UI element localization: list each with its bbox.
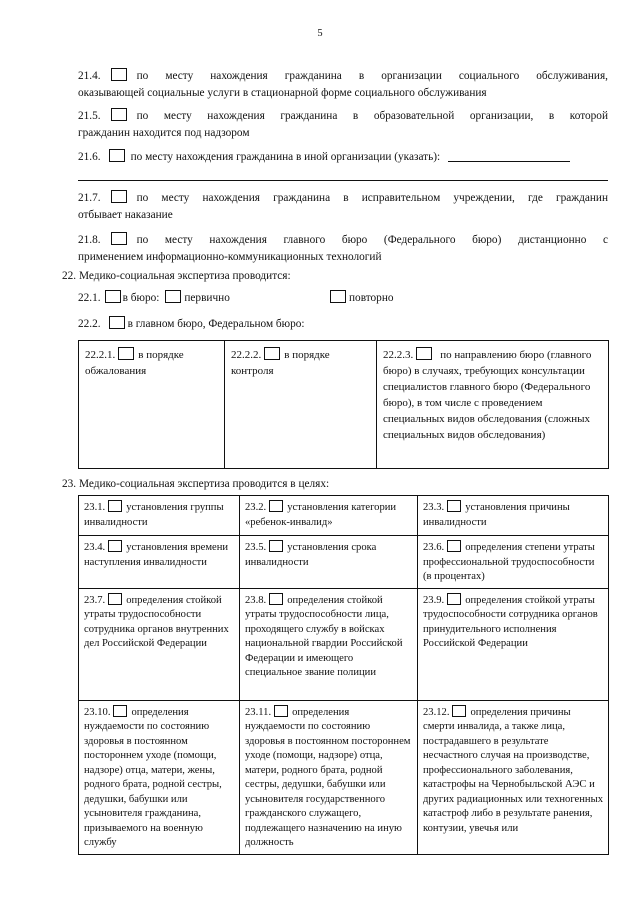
checkbox-23-1[interactable] xyxy=(108,500,122,512)
cell-text-b: утраты трудоспособности лица, проходящего службу в войсках национальной гвардии Российской Федерации и имеющего специальное звание полиции xyxy=(245,609,403,678)
item-text: в бюро: xyxy=(122,292,160,304)
checkbox-23-3[interactable] xyxy=(447,500,461,512)
table-23 xyxy=(78,495,609,855)
checkbox-21-6[interactable] xyxy=(109,149,125,162)
cell-text-a: по направлению бюро xyxy=(440,349,545,361)
item-text-line1: по месту нахождения гражданина в исправительном учреждении, где гражданин xyxy=(136,192,608,204)
item-text-line2: гражданин находится под надзором xyxy=(78,126,250,139)
cell-number: 22.2.3. xyxy=(383,349,414,361)
checkbox-repeat[interactable] xyxy=(330,290,346,303)
item-number: 21.7. xyxy=(78,192,101,204)
cell-text-b: времени наступления инвалидности xyxy=(84,542,229,568)
cell-number: 22.2.2. xyxy=(231,349,262,361)
cell-text-a: установления xyxy=(126,542,188,553)
checkbox-21-5[interactable] xyxy=(111,108,127,121)
cell-text-a: установления xyxy=(287,502,349,513)
cell-text-b: инвалидности xyxy=(245,556,309,568)
item-number: 21.4. xyxy=(78,70,101,82)
cell-23-2 xyxy=(240,496,418,536)
cell-23-12 xyxy=(418,700,609,854)
cell-text-b: утраты трудоспособности сотрудника органов принудительного исполнения Российской Федерации xyxy=(423,594,598,649)
cell-text-b: инвалидности xyxy=(423,516,487,528)
cell-23-10 xyxy=(79,700,240,854)
checkbox-22-2-1[interactable] xyxy=(118,347,134,360)
cell-text-a: установления причины xyxy=(465,502,570,513)
cell-text-b: нуждаемости по состоянию здоровья в постоянном постороннем уходе (помощи, надзоре) отца, матери, жены, родного брата, родной сестры, дедушки, бабушки или усыновителя гражданина, призываемого на военную службу xyxy=(84,721,222,848)
section-23-title: 23. Медико-социальная экспертиза проводится в целях: xyxy=(62,478,330,490)
cell-number: 23.7. xyxy=(84,594,106,606)
cell-number: 23.4. xyxy=(84,542,106,553)
item-text-line2: оказывающей социальные услуги в стационарной форме социального обслуживания xyxy=(78,86,487,99)
item-21-6 xyxy=(78,149,608,166)
page-number: 5 xyxy=(317,28,323,39)
option-repeat xyxy=(330,290,394,306)
cell-text-b: контроля xyxy=(231,365,274,377)
cell-text-a: установления xyxy=(126,502,188,513)
cell-number: 23.5. xyxy=(245,542,267,553)
checkbox-23-8[interactable] xyxy=(269,593,283,605)
cell-text-a: определения степени xyxy=(465,542,561,553)
cell-text-b: (главного бюро) в случаях, требующих консультации специалистов главного бюро (Федерального бюро), в том числе с проведением специальных видов обследования (сложных специальных видов обследования) xyxy=(383,349,592,441)
cell-number: 23.3. xyxy=(423,502,445,513)
checkbox-23-5[interactable] xyxy=(269,540,283,552)
cell-text-b: обжалования xyxy=(85,365,147,377)
cell-22-2-1 xyxy=(79,341,225,469)
item-number: 22.1. xyxy=(78,292,101,304)
cell-text-a: определения xyxy=(292,706,350,718)
checkbox-21-4[interactable] xyxy=(111,68,127,81)
option-primary-label: первично xyxy=(184,292,230,304)
cell-23-1 xyxy=(79,496,240,536)
cell-23-5 xyxy=(240,536,418,589)
cell-text-a: определения xyxy=(126,594,184,606)
cell-text-b: стойкой утраты трудоспособности сотрудника органов внутренних дел Российской Федерации xyxy=(84,594,229,649)
cell-text-b: утраты профессиональной трудоспособности (в процентах) xyxy=(423,542,595,582)
cell-23-6 xyxy=(418,536,609,589)
checkbox-23-10[interactable] xyxy=(113,705,127,717)
cell-text-b: смерти инвалида, а также лица, пострадавшего в результате несчастного случая на производстве, профессионального заболевания, катастрофы на Чернобыльской АЭС и других радиационных или техногенных катастроф либо в результате ранения, контузии, увечья или xyxy=(423,721,603,834)
cell-number: 23.12. xyxy=(423,706,450,718)
cell-number: 23.6. xyxy=(423,542,445,553)
checkbox-21-8[interactable] xyxy=(111,232,127,245)
checkbox-23-6[interactable] xyxy=(447,540,461,552)
cell-text-a: определения стойкой xyxy=(465,594,561,606)
item-22-2 xyxy=(78,316,305,332)
item-number: 22.2. xyxy=(78,318,101,330)
item-text-line1: по месту нахождения главного бюро (Федерального бюро) дистанционно с xyxy=(136,234,608,246)
cell-number: 23.11. xyxy=(245,706,272,718)
cell-text-a: определения xyxy=(131,706,189,718)
item-number: 21.5. xyxy=(78,110,101,122)
section-22-title: 22. Медико-социальная экспертиза проводится: xyxy=(62,270,291,282)
item-21-5 xyxy=(78,108,608,141)
cell-text-a: установления срока xyxy=(287,542,377,553)
other-organization-field[interactable] xyxy=(448,149,570,162)
cell-text-a: определения стойкой xyxy=(287,594,383,606)
cell-number: 23.9. xyxy=(423,594,445,606)
item-text-line1: по месту нахождения гражданина в организации социального обслуживания, xyxy=(136,70,608,82)
checkbox-23-4[interactable] xyxy=(108,540,122,552)
checkbox-23-9[interactable] xyxy=(447,593,461,605)
item-text-line1: по месту нахождения гражданина в образовательной организации, в которой xyxy=(136,110,608,122)
item-number: 21.6. xyxy=(78,151,101,163)
cell-23-4 xyxy=(79,536,240,589)
item-21-7 xyxy=(78,190,608,223)
checkbox-23-11[interactable] xyxy=(274,705,288,717)
cell-22-2-2 xyxy=(225,341,377,469)
cell-23-8 xyxy=(240,588,418,700)
cell-23-9 xyxy=(418,588,609,700)
cell-23-11 xyxy=(240,700,418,854)
cell-23-7 xyxy=(79,588,240,700)
cell-number: 23.8. xyxy=(245,594,267,606)
checkbox-22-2-2[interactable] xyxy=(264,347,280,360)
checkbox-22-2-3[interactable] xyxy=(416,347,432,360)
item-22-1 xyxy=(78,290,230,306)
table-22 xyxy=(78,340,609,469)
item-21-8 xyxy=(78,232,608,265)
item-text: в главном бюро, Федеральном бюро: xyxy=(127,318,305,330)
cell-number: 22.2.1. xyxy=(85,349,116,361)
cell-number: 23.10. xyxy=(84,706,111,718)
checkbox-21-7[interactable] xyxy=(111,190,127,203)
cell-22-2-3 xyxy=(377,341,609,469)
checkbox-22-1[interactable] xyxy=(105,290,121,303)
fill-in-line[interactable] xyxy=(78,180,608,181)
item-21-4 xyxy=(78,68,608,101)
item-number: 21.8. xyxy=(78,234,101,246)
checkbox-23-12[interactable] xyxy=(452,705,466,717)
checkbox-22-2[interactable] xyxy=(109,316,125,329)
option-repeat-label: повторно xyxy=(349,292,394,304)
checkbox-primary[interactable] xyxy=(165,290,181,303)
cell-number: 23.1. xyxy=(84,502,106,513)
cell-text-a: определения причины xyxy=(470,706,571,718)
cell-text-a: в порядке xyxy=(284,349,330,361)
cell-text-b: категории «ребенок-инвалид» xyxy=(245,502,397,528)
checkbox-23-7[interactable] xyxy=(108,593,122,605)
cell-number: 23.2. xyxy=(245,502,267,513)
item-text-line2: отбывает наказание xyxy=(78,208,173,221)
item-text-line2: применением информационно-коммуникационных технологий xyxy=(78,250,382,263)
cell-text-a: в порядке xyxy=(138,349,184,361)
cell-text-b: группы инвалидности xyxy=(84,502,224,528)
checkbox-23-2[interactable] xyxy=(269,500,283,512)
item-text: по месту нахождения гражданина в иной организации (указать): xyxy=(130,151,441,163)
cell-23-3 xyxy=(418,496,609,536)
cell-text-b: нуждаемости по состоянию здоровья в постоянном постороннем уходе (помощи, надзоре) отца, матери, родного брата, родной сестры, дедушки, бабушки или усыновителя государственного гражданского служащего, подлежащего назначению на иную должность xyxy=(245,721,411,848)
